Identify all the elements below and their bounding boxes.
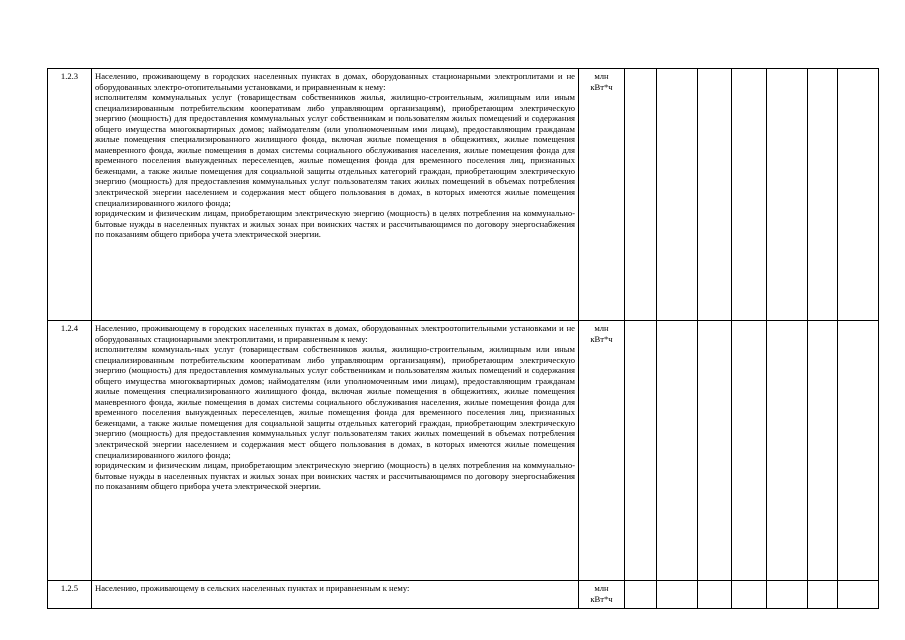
empty-cell <box>808 69 838 321</box>
empty-cell <box>698 69 732 321</box>
empty-cell <box>625 321 657 581</box>
row-number: 1.2.4 <box>48 321 92 581</box>
description-paragraph: юридическим и физическим лицам, приобретающим электрическую энергию (мощность) в целях потребления на коммунально-бытовые нужды в населенных пунктах и жилых зонах при воинских частях и рассчитывающимся по договору энергоснабжения по показаниям общего прибора учета электрической энергии. <box>95 208 575 240</box>
table-row <box>48 581 879 609</box>
empty-cell <box>698 321 732 581</box>
row-description <box>92 69 579 321</box>
empty-cell <box>838 581 879 609</box>
description-paragraph: Населению, проживающему в городских населенных пунктах в домах, оборудованных стационарными электроплитами и не оборудованных электро-отопительными установками, и приравненным к нему: <box>95 71 575 92</box>
description-paragraph: исполнителям коммунальных услуг (товариществам собственников жилья, жилищно-строительным, жилищным или иным специализированным потребительским кооперативам либо управляющим организациям), приобретающим электрическую энергию (мощность) для предоставления коммунальных услуг собственникам и пользователям жилых помещений и содержания общего имущества многоквартирных домов; наймодателям (или уполномоченным ими лицам), предоставляющим гражданам жилые помещения специализированного жилищного фонда, включая жилые помещения в общежитиях, жилые помещения маневренного фонда, жилые помещения в домах системы социального обслуживания населения, жилые помещения фонда для временного поселения вынужденных переселенцев, жилые помещения фонда для временного поселения лиц, признанных беженцами, а также жилые помещения для социальной защиты отдельных категорий граждан, приобретающим электрическую энергию (мощность) для предоставления коммунальных услуг пользователям таких жилых помещений в объемах потребления электрической энергии населением и содержания мест общего пользования в домах, в которых имеются жилые помещения специализированного жилого фонда; <box>95 92 575 208</box>
unit-line: кВт*ч <box>590 333 613 344</box>
empty-cell <box>767 321 808 581</box>
empty-cell <box>732 321 767 581</box>
row-number: 1.2.5 <box>48 581 92 609</box>
row-description <box>92 321 579 581</box>
row-unit <box>579 321 625 581</box>
empty-cell <box>767 69 808 321</box>
empty-cell <box>657 321 698 581</box>
unit-line: млн <box>594 583 609 593</box>
empty-cell <box>657 69 698 321</box>
empty-cell <box>808 321 838 581</box>
unit-line: млн <box>594 71 609 81</box>
description-paragraph: юридическим и физическим лицам, приобретающим электрическую энергию (мощность) в целях потребления на коммунально-бытовые нужды в населенных пунктах и жилых зонах при воинских частях и рассчитывающимся по договору энергоснабжения по показаниям общего прибора учета электрической энергии. <box>95 460 575 492</box>
empty-cell <box>732 69 767 321</box>
row-number: 1.2.3 <box>48 69 92 321</box>
empty-cell <box>732 581 767 609</box>
empty-cell <box>698 581 732 609</box>
unit-line: кВт*ч <box>590 593 613 604</box>
table-row <box>48 69 879 321</box>
empty-cell <box>625 69 657 321</box>
empty-cell <box>657 581 698 609</box>
description-paragraph: исполнителям коммуналь-ных услуг (товариществам собственников жилья, жилищно-строительным, жилищным или иным специализированным потребительским кооперативам либо управляющим организациям), приобретающим электрическую энергию (мощность) для предоставления коммунальных услуг собственникам и пользователям жилых помещений и содержания общего имущества многоквартирных домов; наймодателям (или уполномоченным ими лицам), предоставляющим гражданам жилые помещения специализированного жилищного фонда, включая жилые помещения в общежитиях, жилые помещения маневренного фонда, жилые помещения в домах системы социального обслуживания населения, жилые помещения фонда для временного поселения вынужденных переселенцев, жилые помещения фонда для временного поселения лиц, признанных беженцами, а также жилые помещения для социальной защиты отдельных категорий граждан, приобретающим электрическую энергию (мощность) для предоставления коммунальных услуг пользователям таких жилых помещений в объемах потребления электрической энергии населением и содержания мест общего пользования в домах, в которых имеются жилые помещения специализированного жилого фонда; <box>95 344 575 460</box>
empty-cell <box>808 581 838 609</box>
row-unit <box>579 69 625 321</box>
description-paragraph: Населению, проживающему в городских населенных пунктах в домах, оборудованных электроотопительными установками и не оборудованных стационарными электроплитами, и приравненным к нему: <box>95 323 575 344</box>
empty-cell <box>767 581 808 609</box>
row-description <box>92 581 579 609</box>
tariff-table <box>47 68 879 609</box>
empty-cell <box>625 581 657 609</box>
row-unit <box>579 581 625 609</box>
empty-cell <box>838 69 879 321</box>
description-paragraph: Населению, проживающему в сельских населенных пунктах и приравненным к нему: <box>95 583 410 593</box>
unit-line: кВт*ч <box>590 81 613 92</box>
empty-cell <box>838 321 879 581</box>
table-row <box>48 321 879 581</box>
unit-line: млн <box>594 323 609 333</box>
